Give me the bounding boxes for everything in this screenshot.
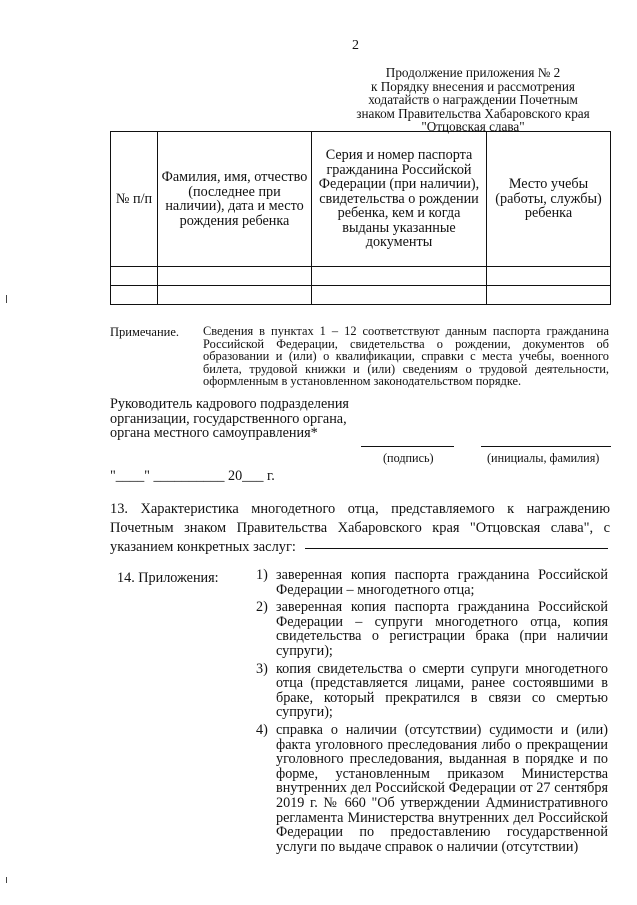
children-table bbox=[110, 131, 611, 305]
scan-mark bbox=[6, 295, 7, 303]
list-item bbox=[256, 723, 608, 854]
table-cell[interactable] bbox=[312, 286, 487, 305]
list-item bbox=[256, 662, 608, 720]
attachments-list bbox=[256, 568, 608, 857]
list-item-text: справка о наличии (отсутствии) судимости и (или) факта уголовного преследования либо о прекращении уголовного преследования, выданная в порядке и по форме, установленным приказом Министерства внутренних дел Российской Федерации от 27 сентября 2019 г. № 660 "Об утверждении Административного регламента Министерства внутренних дел Российской Федерации по предоставлению государственной услуги по выдаче справок о наличии (отсутствии) bbox=[276, 721, 608, 855]
table-cell[interactable] bbox=[312, 267, 487, 286]
table-header-row bbox=[111, 132, 611, 267]
header-line: Продолжение приложения № 2 bbox=[385, 65, 561, 80]
table-cell[interactable] bbox=[487, 286, 611, 305]
table-cell[interactable] bbox=[158, 267, 312, 286]
table-cell[interactable] bbox=[111, 267, 158, 286]
note-text: Сведения в пунктах 1 – 12 соответствуют данным паспорта гражданина Российской Федерации, свидетельства о рождении, документов об образовании и (или) о квалификации, справки с места учебы, военного билета, трудовой книжки и (или) сведениям о трудовой деятельности, оформленным в установленном законодательством порядке. bbox=[203, 324, 609, 389]
column-header-number: № п/п bbox=[111, 132, 158, 267]
merits-blank-line[interactable] bbox=[305, 547, 608, 549]
table-cell[interactable] bbox=[487, 267, 611, 286]
list-item-text: копия свидетельства о смерти супруги многодетного отца (представляется лицами, ранее состоявшими в браке, который прекратился в связи со смертью супруги); bbox=[276, 660, 608, 721]
signature-line[interactable] bbox=[361, 445, 454, 447]
list-item-number: 1) bbox=[256, 567, 268, 583]
list-item-text: заверенная копия паспорта гражданина Российской Федерации – супруги многодетного отца, копия свидетельства о регистрации брака (при наличии супруги); bbox=[276, 599, 608, 659]
column-header-name: Фамилия, имя, отчество (последнее при наличии), дата и место рождения ребенка bbox=[158, 132, 312, 267]
page-number: 2 bbox=[352, 38, 359, 53]
table-cell[interactable] bbox=[111, 286, 158, 305]
table-row bbox=[111, 286, 611, 305]
note-label: Примечание. bbox=[110, 325, 180, 339]
header-line: ходатайств о награждении Почетным bbox=[368, 92, 578, 107]
table-cell[interactable] bbox=[158, 286, 312, 305]
section-13-text: 13. Характеристика многодетного отца, представляемого к награждению Почетным знаком Правительства Хабаровского края "Отцовская слава", с указанием конкретных заслуг: bbox=[110, 501, 610, 555]
section-14-label: 14. Приложения: bbox=[117, 570, 219, 586]
list-item bbox=[256, 568, 608, 597]
column-header-study-place: Место учебы (работы, службы) ребенка bbox=[487, 132, 611, 267]
appendix-header bbox=[343, 66, 603, 134]
scan-mark bbox=[6, 877, 7, 883]
initials-line[interactable] bbox=[481, 445, 611, 447]
list-item-number: 4) bbox=[256, 721, 268, 738]
column-header-passport: Серия и номер паспорта гражданина Российской Федерации (при наличии), свидетельства о рождении ребенка, кем и когда выданы указанные документы bbox=[312, 132, 487, 267]
header-line: знаком Правительства Хабаровского края bbox=[356, 105, 590, 121]
table-row bbox=[111, 267, 611, 286]
list-item-text: заверенная копия паспорта гражданина Российской Федерации – многодетного отца; bbox=[276, 567, 608, 598]
list-item-number: 3) bbox=[256, 660, 268, 677]
initials-caption: (инициалы, фамилия) bbox=[487, 451, 600, 465]
date-field[interactable]: "____" __________ 20___ г. bbox=[110, 468, 275, 484]
header-line: к Порядку внесения и рассмотрения bbox=[371, 78, 575, 94]
header-line: "Отцовская слава" bbox=[421, 119, 525, 134]
list-item bbox=[256, 600, 608, 658]
list-item-number: 2) bbox=[256, 599, 268, 616]
head-of-hr-label: Руководитель кадрового подразделения организации, государственного органа, органа местного самоуправления* bbox=[110, 396, 349, 442]
signature-caption: (подпись) bbox=[383, 451, 434, 465]
